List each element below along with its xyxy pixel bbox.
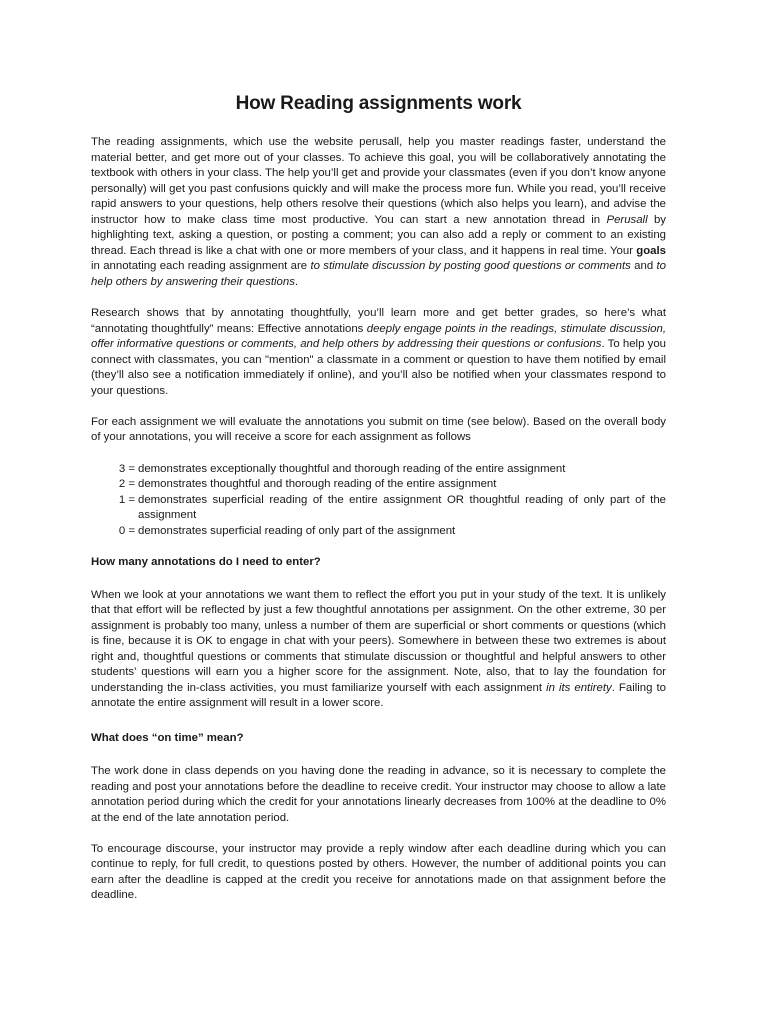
section-heading-annotations-count: How many annotations do I need to enter? — [91, 555, 321, 568]
on-time-paragraph: The work done in class depends on you having done the reading in advance, so it is necessary to complete the reading and post your annotations before the deadline to receive credit. Your instructor may choose to allow a late annotation period during which the credit for your annotations linearly decreases from 100% at the deadline to 0% at the end of the late annotation period. — [91, 764, 666, 824]
score-description: demonstrates exceptionally thoughtful and thorough reading of the entire assignment — [138, 462, 566, 475]
reply-window-paragraph: To encourage discourse, your instructor may provide a reply window after each deadline during which you can continue to reply, for full credit, to questions posted by others. However, the number of additional points you can earn after the deadline is capped at the credit you receive for annotations made on that assignment before the deadline. — [91, 842, 666, 902]
intro-text-c: in annotating each reading assignment are — [91, 260, 311, 273]
intro-text-a: The reading assignments, which use the website perusall, help you master readings faster, understand the material better, and get more out of your classes. To achieve this goal, you will be collaboratively annotating the textbook with others in your class. The help you’ll get and provide your classmates (even if you don’t know anyone personally) will get you past confusions quickly and will make the process more fun. While you read, you’ll receive rapid answers to your questions, help others resolve their questions (which also helps you learn), and advise the instructor how to make class time most productive. You can start a new annotation thread in — [91, 136, 666, 226]
score-value: 3 = — [118, 462, 135, 475]
score-item — [111, 462, 666, 478]
research-paragraph — [91, 306, 666, 399]
goal-one: to stimulate discussion by posting good questions or comments — [310, 260, 631, 273]
score-description: demonstrates thoughtful and thorough reading of the entire assignment — [138, 478, 497, 491]
research-text-a: Research shows that by annotating thoughtfully, you’ll learn more and get better grades, so here’s what “annotating thoughtfully” means: Effective annotations — [91, 306, 666, 335]
effective-annotations-definition: deeply engage points in the readings, stimulate discussion, offer informative questions or comments, and help others by addressing their questions or confusions — [91, 322, 666, 351]
score-description: demonstrates superficial reading of the entire assignment OR thoughtful reading of only part of the assignment — [138, 493, 666, 522]
intro-paragraph — [91, 135, 666, 290]
score-item — [111, 493, 666, 524]
goal-two: to help others by answering their questions — [91, 260, 666, 288]
score-description: demonstrates superficial reading of only part of the assignment — [138, 525, 456, 538]
score-list — [91, 462, 666, 540]
score-item — [111, 524, 666, 540]
score-item — [111, 477, 666, 493]
annotations-count-paragraph — [91, 588, 666, 712]
goals-term: goals — [636, 244, 666, 257]
evaluation-paragraph: For each assignment we will evaluate the annotations you submit on time (see below). Based on the overall body of your annotations, you will receive a score for each assignment as follows — [91, 415, 666, 444]
annotations-text-a: When we look at your annotations we want them to reflect the effort you put in your study of the text. It is unlikely that that effort will be reflected by just a few thoughtful annotations per assignment. On the other extreme, 30 per assignment is probably too many, unless a number of them are superficial or short comments or questions (which is fine, because it is OK to engage in chat with your peers). Somewhere in between these two extremes is about right and, thoughtful questions or comments that stimulate discussion or thoughtful and helpful answers to other students’ questions will earn you a higher score for the assignment. Note, also, that to lay the foundation for understanding the in-class activities, you must familiarize yourself with each assignment — [91, 588, 666, 694]
intro-text-d: and — [630, 260, 657, 273]
score-value: 0 = — [118, 525, 135, 538]
score-value: 2 = — [118, 478, 135, 491]
section-heading-on-time: What does “on time” mean? — [91, 731, 244, 744]
entirety-term: in its entirety — [546, 681, 612, 694]
intro-text-b: by highlighting text, asking a question, or posting a comment; you can also add a reply or comment to an existing thread. Each thread is like a chat with one or more members of your class, and it happens in real time. Your — [91, 213, 666, 257]
research-text-b: . To help you connect with classmates, you can "mention" a classmate in a comment or question to have them notified by email (they’ll also see a notification immediately if online), and you’ll also be notified when your classmates respond to your questions. — [91, 338, 666, 397]
annotations-text-b: . Failing to annotate the entire assignment will result in a lower score. — [91, 681, 666, 710]
perusall-term: Perusall — [606, 213, 648, 226]
page-title: How Reading assignments work — [235, 93, 522, 114]
score-value: 1 = — [118, 493, 135, 506]
intro-text-e: . — [294, 275, 299, 288]
